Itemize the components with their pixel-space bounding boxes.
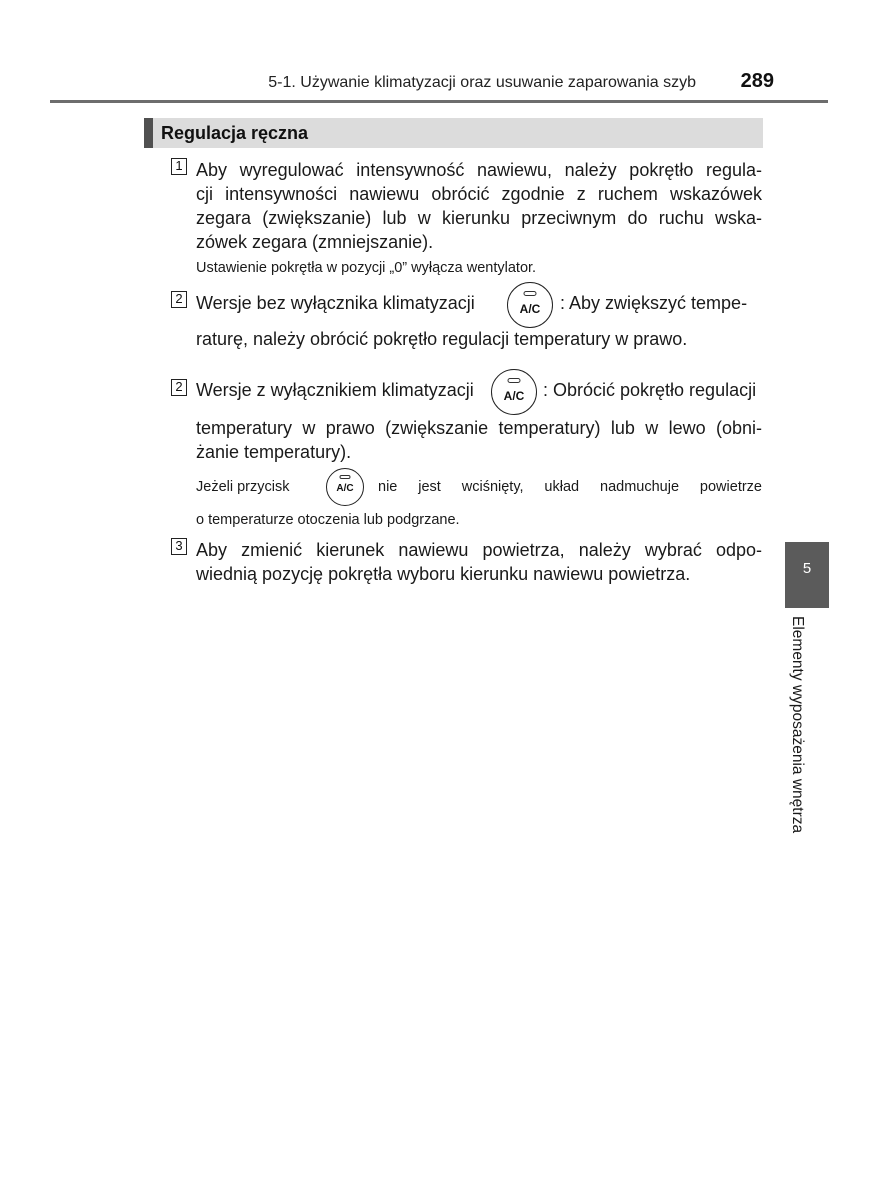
ac-button-label: A/C: [336, 483, 354, 494]
step-2b-note-prefix: Jeżeli przycisk: [196, 479, 290, 495]
step-2b-line-2: temperatury w prawo (zwiększanie temperatury) lub w lewo (obni-: [196, 418, 762, 438]
step-number-1: 1: [171, 158, 187, 175]
ac-indicator-led: [524, 291, 537, 296]
chapter-tab: [785, 542, 829, 608]
chapter-number: 5: [802, 560, 812, 577]
step-2b-line-3: żanie temperatury).: [196, 442, 352, 462]
step-number-2a: 2: [171, 291, 187, 308]
step-2b-note-line-2: o temperaturze otoczenia lub podgrzane.: [196, 512, 460, 528]
running-header-title: 5-1. Używanie klimatyzacji oraz usuwanie zaparowania szyb: [268, 74, 696, 91]
ac-indicator-led: [340, 475, 351, 479]
step-2b-prefix: Wersje z wyłącznikiem klimatyzacji: [196, 380, 474, 400]
step-1-note: Ustawienie pokrętła w pozycji „0” wyłącza wentylator.: [196, 260, 537, 276]
step-2b-suffix: : Obrócić pokrętło regulacji: [543, 380, 757, 400]
step-1-line-2: cji intensywności nawiewu obrócić zgodnie z ruchem wskazówek: [196, 184, 762, 204]
step-number-2b: 2: [171, 379, 187, 396]
chapter-label: Elementy wyposażenia wnętrza: [789, 616, 806, 834]
step-1-line-3: zegara (zwiększanie) lub w kierunku przeciwnym do ruchu wska-: [196, 208, 762, 228]
ac-button-icon: [491, 369, 537, 415]
header-divider: [50, 100, 828, 103]
ac-button-label: A/C: [519, 302, 541, 316]
step-2b-note-suffix: nie jest wciśnięty, układ nadmuchuje powietrze: [378, 479, 762, 495]
ac-indicator-led: [508, 378, 521, 383]
section-heading-bar: [144, 118, 763, 148]
step-2a-line-2: raturę, należy obrócić pokrętło regulacji temperatury w prawo.: [196, 329, 688, 349]
step-2a-prefix: Wersje bez wyłącznika klimatyzacji: [196, 293, 475, 313]
step-number-3: 3: [171, 538, 187, 555]
page-number: 289: [740, 70, 774, 92]
step-1-line-1: Aby wyregulować intensywność nawiewu, należy pokrętło regula-: [196, 160, 762, 180]
step-3-line-1: Aby zmienić kierunek nawiewu powietrza, należy wybrać odpo-: [196, 540, 762, 560]
step-2a-suffix: : Aby zwiększyć tempe-: [560, 293, 748, 313]
section-title: Regulacja ręczna: [161, 123, 309, 143]
ac-button-label: A/C: [503, 389, 525, 403]
step-1-line-4: zówek zegara (zmniejszanie).: [196, 232, 434, 252]
ac-button-icon: [326, 468, 364, 506]
step-3-line-2: wiednią pozycję pokrętła wyboru kierunku nawiewu powietrza.: [196, 564, 691, 584]
ac-button-icon: [507, 282, 553, 328]
